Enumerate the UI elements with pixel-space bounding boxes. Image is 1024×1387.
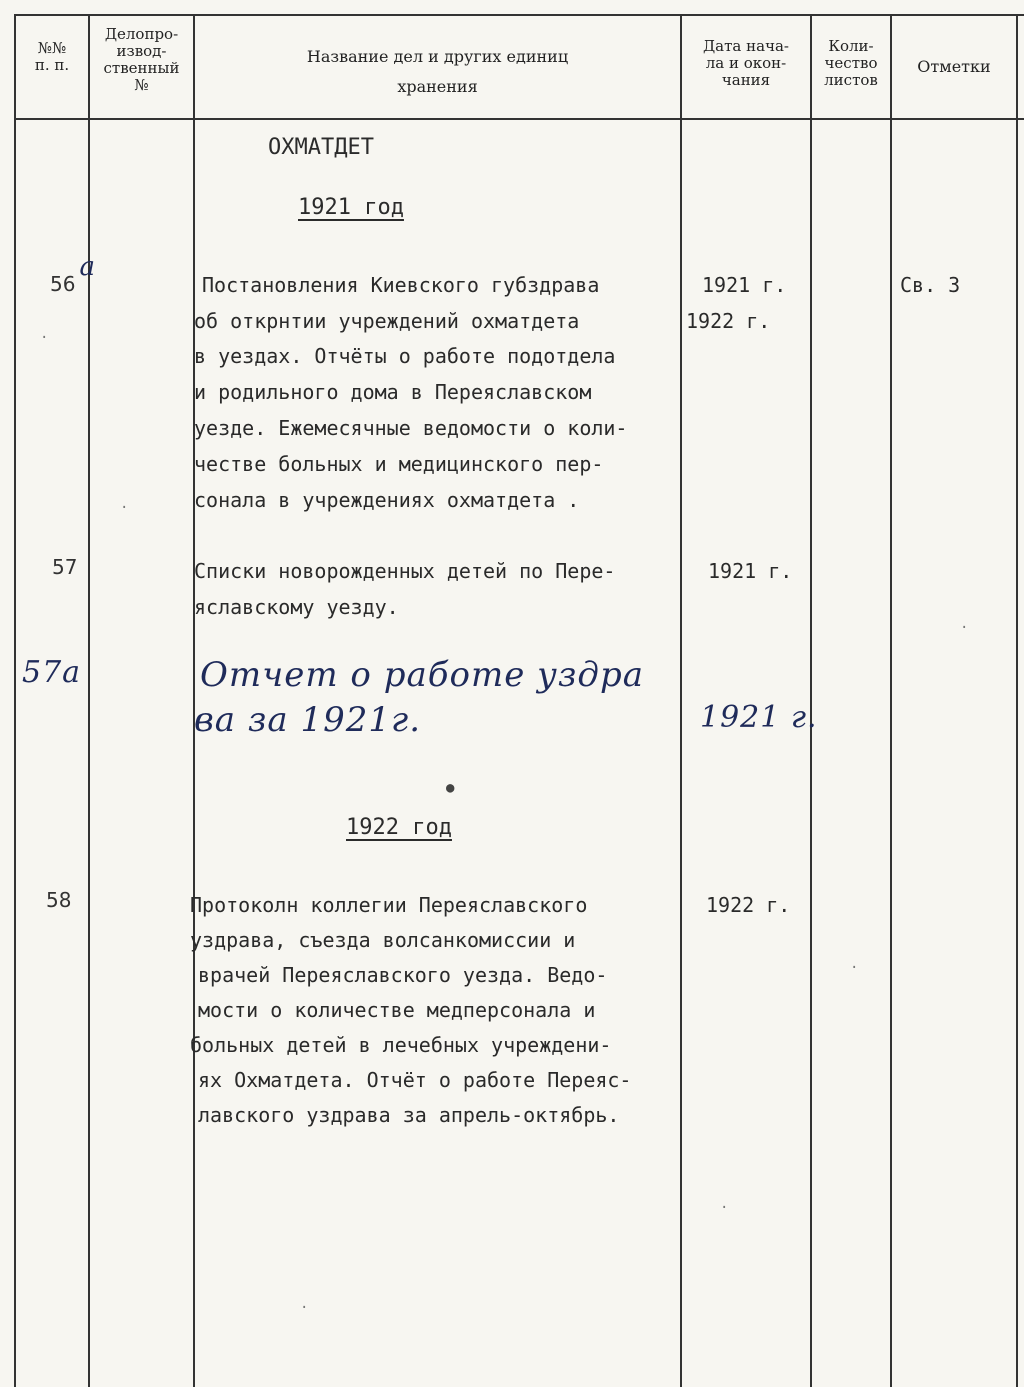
scan-speck: · bbox=[120, 500, 129, 516]
header-col-title: Название дел и других единиц хранения bbox=[306, 47, 569, 96]
scan-speck: · bbox=[850, 960, 859, 976]
header-col-notes: Отметки bbox=[917, 57, 991, 76]
entry-57-number: 57 bbox=[52, 555, 78, 579]
small-stamp-mark: ● bbox=[446, 780, 455, 796]
entry-56-number: 56а bbox=[50, 252, 96, 296]
entry-58-number: 58 bbox=[46, 888, 72, 912]
entry-56-date-end: 1922 г. bbox=[686, 309, 771, 333]
scan-speck: · bbox=[40, 330, 49, 346]
entry-56-notes: Св. 3 bbox=[900, 273, 961, 297]
scan-speck: · bbox=[720, 1200, 729, 1216]
scan-speck: · bbox=[960, 620, 969, 636]
scan-speck: · bbox=[300, 1300, 309, 1316]
entry-58-date: 1922 г. bbox=[706, 893, 791, 917]
header-col-office-number: Делопро- извод- ственный № bbox=[103, 25, 180, 94]
header-bottom-border bbox=[14, 118, 1024, 120]
entry-57-date: 1921 г. bbox=[708, 559, 793, 583]
col-divider-1 bbox=[14, 14, 16, 1387]
table-top-border bbox=[14, 14, 1024, 16]
year-heading-1921: 1921 год bbox=[298, 195, 404, 220]
year-heading-1922: 1922 год bbox=[346, 815, 452, 840]
entry-57a-number: 57а bbox=[22, 655, 82, 690]
col-divider-4 bbox=[680, 14, 682, 1387]
header-col-dates: Дата нача- ла и окон- чания bbox=[702, 37, 789, 89]
header-col-sheet-count: Коли- чество листов bbox=[824, 37, 878, 89]
entry-56-handwritten-mark: а bbox=[79, 252, 96, 282]
col-divider-7 bbox=[1016, 14, 1018, 1387]
col-divider-2 bbox=[88, 14, 90, 1387]
col-divider-6 bbox=[890, 14, 892, 1387]
entry-57a-date: 1921 г. bbox=[700, 700, 818, 735]
archive-inventory-page: №№ п. п. Делопро- извод- ственный № Название дел и других единиц хранения Дата нача- ла и окон- чания Коли- чество листов Отметки ОХМАТДЕТ 1921 год 56а Постановления Киевского губздрава об открнтии учреждений охматдета в уездах. Отчёты о работе подотдела и родильного дома в Переяславском уезде. Ежемесячные ведомости о коли- честве больных и медицинского пер- сонала в учреждениях охматдета . 1921 г. 1922 г. Св. 3 57 Списки новорожденных детей по Пере- яславскому уезду. 1921 г. 57а Отчет о работе уздра ва за 1921г. 1921 г. ● 1922 год 58 Протоколн коллегии Переяславского уздрава, съезда волсанкомиссии и врачей Переяславского уезда. Ведо- мости о количестве медперсонала и больных детей в лечебных учреждени- ях Охматдета. Отчёт о работе Переяс- лавского уздрава за апрель-октябрь. 1922 г. · · · · · · bbox=[0, 0, 1024, 1387]
section-title: ОХМАТДЕТ bbox=[268, 135, 374, 160]
header-col-number: №№ п. п. bbox=[34, 39, 70, 74]
entry-56-date-start: 1921 г. bbox=[702, 273, 787, 297]
